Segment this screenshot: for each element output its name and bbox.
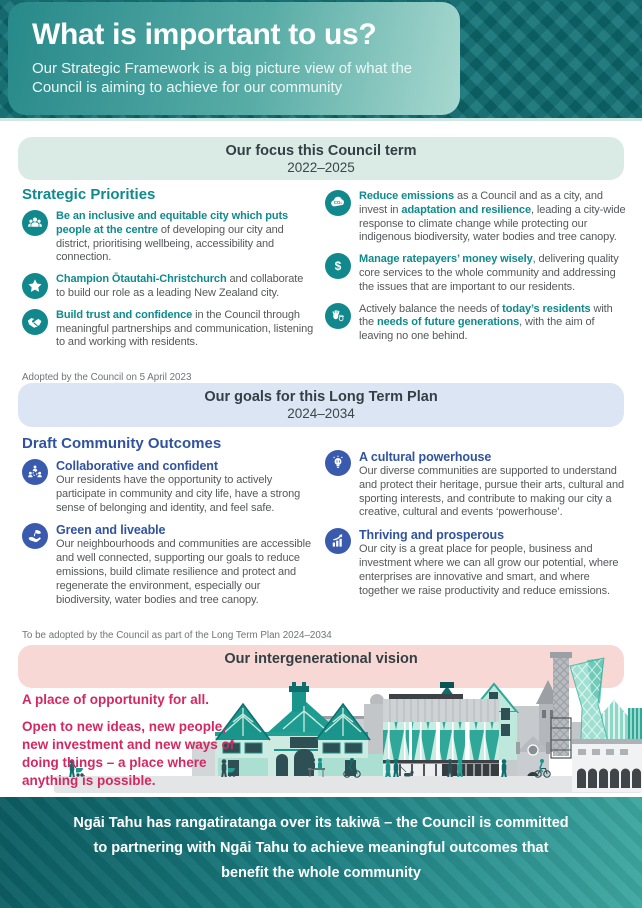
outcome-thriving-prosperous: Thriving and prosperous Our city is a great place for people, business and investment where we can all grow our potential, where enterprises are innovative and smart, and where together we raise productivity and reduce emissions.: [325, 528, 627, 598]
vision-banner-title: Our intergenerational vision: [224, 651, 418, 667]
goals-footnote: To be adopted by the Council as part of the Long Term Plan 2024–2034: [22, 629, 332, 641]
page-subtitle: Our Strategic Framework is a big picture view of what the Council is aiming to achieve for our community: [32, 60, 413, 96]
header: [0, 0, 642, 118]
community-outcomes-left-column: [22, 435, 318, 615]
hand-leaf-icon: [22, 523, 48, 549]
svg-text:$: $: [334, 259, 342, 274]
lightbulb-icon: [325, 450, 351, 476]
priority-build-trust: Build trust and confidence in the Council through meaningful partnerships and communication, listening to and working with residents.: [22, 309, 314, 350]
outcome-cultural-powerhouse: A cultural powerhouse Our diverse communities are supported to understand and protect their heritage, pursue their arts, cultural and sporting interests, and contribute to making our city a creative, cultural and events ‘powerhouse’.: [325, 450, 627, 520]
priority-reduce-emissions: CO₂ Reduce emissions as a Council and as a city, and invest in adaptation and resilience, leading a city-wide response to climate change while protecting our indigenous biodiversity, water bodies and tree canopy.: [325, 190, 627, 245]
outcome-collaborative: Collaborative and confident Our residents have the opportunity to actively participate in community and city life, have a strong sense of belonging and identity, and feel safe.: [22, 459, 318, 515]
priority-inclusive-city: Be an inclusive and equitable city which puts people at the centre of developing our city and district, prioritising wellbeing, accessibility and connection.: [22, 210, 314, 265]
priority-champion-city: Champion Ōtautahi-Christchurch and collaborate to build our role as a leading New Zealand city.: [22, 273, 314, 301]
focus-footnote: Adopted by the Council on 5 April 2023: [22, 371, 192, 383]
goals-banner-years: 2024–2034: [287, 406, 355, 421]
hands-balance-icon: [325, 303, 351, 329]
community-outcomes-right-column: [325, 450, 627, 606]
header-card: [8, 2, 460, 115]
outcome-green-liveable: Green and liveable Our neighbourhoods and communities are accessible and well connected, supporting our goals to reduce emissions, build climate resilience and protect and regenerate the environment, especially our biodiversity, water bodies and tree canopy.: [22, 523, 318, 607]
dollar-icon: [325, 253, 351, 279]
vision-text: [22, 691, 256, 790]
svg-text:CO₂: CO₂: [333, 200, 343, 206]
vision-lead: A place of opportunity for all.: [22, 692, 210, 707]
vision-body: Open to new ideas, new people, new investment and new ways of doing things – a place where anything is possible.: [22, 719, 235, 788]
focus-banner-years: 2022–2025: [287, 160, 355, 175]
star-icon: [22, 273, 48, 299]
header-divider: [0, 118, 642, 121]
strategic-priorities-right-column: [325, 190, 627, 352]
people-group-icon: [22, 210, 48, 236]
footer-text: Ngāi Tahu has rangatiratanga over its takiwā – the Council is committed to partnering with Ngāi Tahu to achieve meaningful outcomes that benefit the whole community: [73, 815, 569, 881]
goals-banner: [18, 383, 624, 427]
community-outcomes-heading: Draft Community Outcomes: [22, 435, 222, 452]
focus-banner-title: Our focus this Council term: [225, 143, 417, 159]
footer-banner: [0, 797, 642, 908]
growth-chart-icon: [325, 528, 351, 554]
goals-banner-title: Our goals for this Long Term Plan: [204, 389, 438, 405]
strategic-priorities-heading: Strategic Priorities: [22, 186, 156, 203]
page-title: What is important to us?: [32, 18, 377, 51]
community-circle-icon: [22, 459, 48, 485]
priority-balance-needs: Actively balance the needs of today’s residents with the needs of future generations, with the aim of leaving no one behind.: [325, 303, 627, 344]
co2-cloud-icon: [325, 190, 351, 216]
priority-manage-money: $ Manage ratepayers’ money wisely, delivering quality core services to the whole community and addressing the issues that are important to our residents.: [325, 253, 627, 294]
handshake-icon: [22, 309, 48, 335]
focus-banner: [18, 137, 624, 180]
strategic-priorities-left-column: [22, 186, 314, 358]
